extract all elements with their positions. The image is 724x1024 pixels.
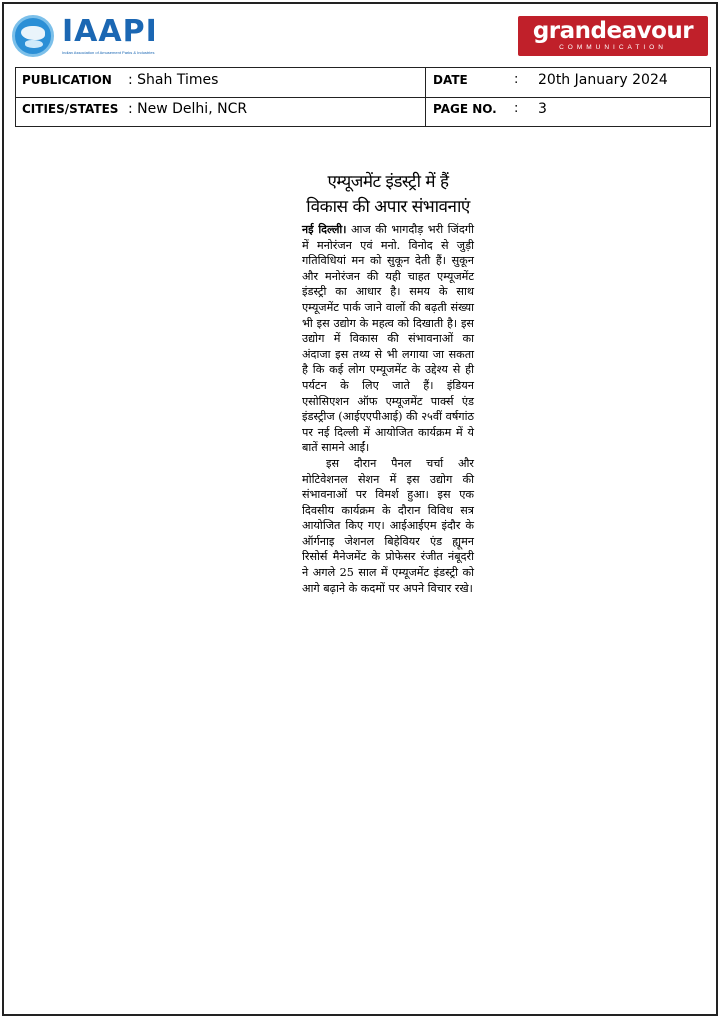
grandeavour-logo-subtext: COMMUNICATION — [559, 44, 667, 51]
iaapi-logo — [12, 14, 182, 58]
meta-row-cities — [16, 97, 710, 126]
meta-row-publication — [16, 68, 710, 98]
article-headline — [302, 170, 474, 220]
publication-value: : Shah Times — [128, 72, 219, 88]
page-colon: : — [514, 101, 519, 116]
iaapi-logo-text: IAAPI — [62, 14, 158, 49]
table-divider — [425, 68, 426, 126]
date-colon: : — [514, 72, 519, 87]
grandeavour-logo — [518, 16, 708, 56]
cities-label: CITIES/STATES — [22, 102, 119, 116]
article-paragraph-1-text: आज की भागदौड़ भरी जिंदगी में मनोरंजन एवं मनो. विनोद से जुड़ी गतिविधियां मन को सुकून देती हैं। सुकून और मनोरंजन की यही चाहत एम्यूजमेंट इंडस्ट्री का आधार है। समय के साथ एम्यूजमेंट पार्क जाने वालों की बढ़ती संख्या भी इस उद्योग के महत्व को दिखाती है। इस उद्योग में विकास की संभावनाओं का अंदाजा इस तथ्य से भी लगाया जा सकता है कि कई लोग एम्यूजमेंट के उद्देश्य से ही पर्यटन के लिए जाते हैं। इंडियन एसोसिएशन ऑफ एम्यूजमेंट पार्क्स एंड इंडस्ट्रीज (आईएएपीआई) की २५वीं वर्षगांठ पर नई दिल्ली में आयोजित कार्यक्रम में ये बातें सामने आईं। — [302, 223, 474, 455]
article-paragraph-1 — [302, 222, 474, 456]
article-body — [302, 222, 474, 596]
globe-icon — [12, 15, 54, 57]
headline-line-1: एम्यूजमेंट इंडस्ट्री में हैं — [327, 172, 449, 192]
iaapi-logo-tagline: Indian Association of Amusement Parks & Industries — [62, 50, 155, 55]
date-label: DATE — [433, 73, 468, 87]
page-label: PAGE NO. — [433, 102, 497, 116]
news-clipping — [302, 170, 474, 596]
clipping-info-table — [15, 67, 711, 127]
publication-label: PUBLICATION — [22, 73, 112, 87]
date-value: 20th January 2024 — [538, 72, 668, 88]
cities-value: : New Delhi, NCR — [128, 101, 248, 117]
article-dateline: नई दिल्ली। — [302, 223, 347, 236]
grandeavour-logo-text: grandeavour — [532, 18, 694, 44]
page-value: 3 — [538, 101, 547, 117]
headline-line-2: विकास की अपार संभावनाएं — [306, 197, 470, 217]
article-paragraph-2: इस दौरान पैनल चर्चा और मोटिवेशनल सेशन में इस उद्योग की संभावनाओं पर विमर्श हुआ। इस एक दिवसीय कार्यक्रम के दौरान विविध सत्र आयोजित किए गए। आईआईएम इंदौर के ऑर्गनाइ जेशनल बिहेवियर एंड ह्यूमन रिसोर्स मैनेजमेंट के प्रोफेसर रंजीत नंबूदरी ने अगले 25 साल में एम्यूजमेंट इंडस्ट्री को आगे बढ़ाने के कदमों पर अपने विचार रखे। — [302, 456, 474, 595]
